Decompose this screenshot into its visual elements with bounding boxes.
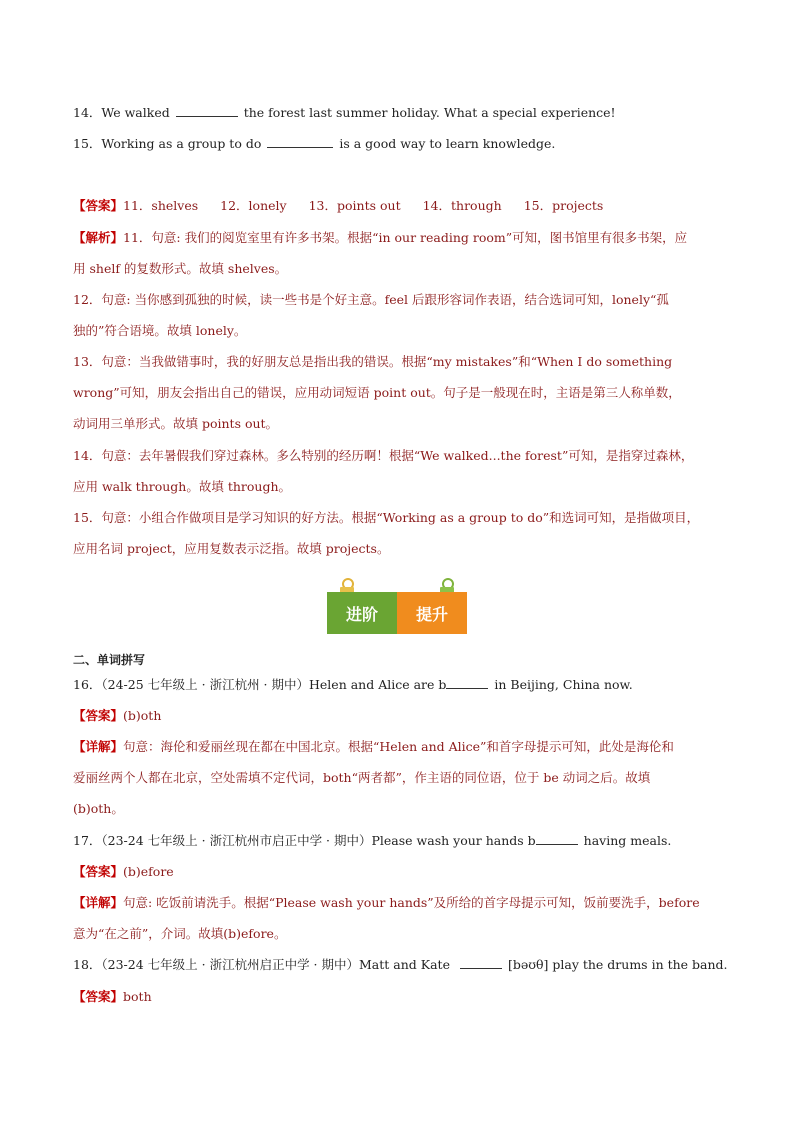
answer-tag: 【答案】 xyxy=(73,198,124,213)
analysis-line-1: 【解析】11．句意: 我们的阅览室里有许多书架。根据“in our reading room”可知，图书馆里有很多书架，应 xyxy=(73,230,688,245)
section-title: 二、单词拼写 xyxy=(73,653,146,667)
answer-blank xyxy=(176,105,238,117)
question-14 xyxy=(73,105,616,121)
detail-17-line-1: 【详解】句意: 吃饭前请洗手。根据“Please wash your hands”及所给的首字母提示可知，饭前要洗手，before xyxy=(73,895,700,910)
detail-16-line-3: (b)oth。 xyxy=(73,801,124,816)
answer-18: 【答案】both xyxy=(73,989,152,1004)
badge-left: 进阶 xyxy=(327,592,397,634)
analysis-line-3: 12．句意: 当你感到孤独的时候，读一些书是个好主意。feel 后跟形容词作表语，结合选词可知，lonely“孤 xyxy=(73,292,669,307)
question-17: 17．（23-24 七年级上 · 浙江杭州市启正中学 · 期中）Please wash your hands b having meals. xyxy=(73,833,672,848)
analysis-tag: 【解析】 xyxy=(73,230,124,245)
answer-blank xyxy=(267,136,333,148)
analysis-line-9: 应用 walk through。故填 through。 xyxy=(73,479,291,494)
analysis-line-11: 应用名词 project，应用复数表示泛指。故填 projects。 xyxy=(73,541,390,556)
question-number: 15． xyxy=(73,136,102,151)
level-up-badge xyxy=(327,592,467,634)
question-text-before: We walked xyxy=(101,105,170,120)
detail-16-line-2: 爱丽丝两个人都在北京，空处需填不定代词，both“两者都”，作主语的同位语，位于 be 动词之后。故填 xyxy=(73,770,651,785)
question-number: 14． xyxy=(73,105,102,120)
answer-blank xyxy=(460,957,502,969)
analysis-line-4: 独的”符合语境。故填 lonely。 xyxy=(73,323,247,338)
question-text-after: is a good way to learn knowledge. xyxy=(339,136,556,151)
question-text-before: Working as a group to do xyxy=(101,136,262,151)
question-text-after: the forest last summer holiday. What a special experience! xyxy=(243,105,616,120)
analysis-line-7: 动词用三单形式。故填 points out。 xyxy=(73,416,279,431)
question-16: 16．（24-25 七年级上 · 浙江杭州 · 期中）Helen and Alice are b in Beijing, China now. xyxy=(73,677,633,692)
analysis-line-8: 14．句意：去年暑假我们穿过森林。多么特别的经历啊！根据“We walked...the forest”可知，是指穿过森林， xyxy=(73,448,694,463)
badge-right: 提升 xyxy=(397,592,467,634)
answer-17: 【答案】(b)efore xyxy=(73,864,174,879)
answer-12: 12．lonely xyxy=(220,198,287,213)
answer-blank xyxy=(536,833,578,845)
analysis-line-10: 15．句意：小组合作做项目是学习知识的好方法。根据“Working as a group to do”和选词可知，是指做项目， xyxy=(73,510,700,525)
answer-11: 11．shelves xyxy=(123,198,199,213)
detail-17-line-2: 意为“在之前”，介词。故填(b)efore。 xyxy=(73,926,287,941)
question-15 xyxy=(73,136,555,152)
answer-blank xyxy=(446,677,488,689)
answer-15: 15．projects xyxy=(523,198,604,213)
analysis-line-5: 13．句意：当我做错事时，我的好朋友总是指出我的错误。根据“my mistakes”和“When I do something xyxy=(73,354,673,369)
analysis-line-6: wrong”可知，朋友会指出自己的错误，应用动词短语 point out。句子是一般现在时，主语是第三人称单数， xyxy=(73,385,681,400)
analysis-line-2: 用 shelf 的复数形式。故填 shelves。 xyxy=(73,261,288,276)
answer-16: 【答案】(b)oth xyxy=(73,708,162,723)
detail-16-line-1: 【详解】句意：海伦和爱丽丝现在都在中国北京。根据“Helen and Alice”和首字母提示可知，此处是海伦和 xyxy=(73,739,674,754)
answer-line xyxy=(73,198,603,214)
answer-14: 14．through xyxy=(422,198,502,213)
question-18: 18．（23-24 七年级上 · 浙江杭州启正中学 · 期中）Matt and Kate [bəʊθ] play the drums in the band. xyxy=(73,957,728,972)
answer-13: 13．points out xyxy=(308,198,401,213)
